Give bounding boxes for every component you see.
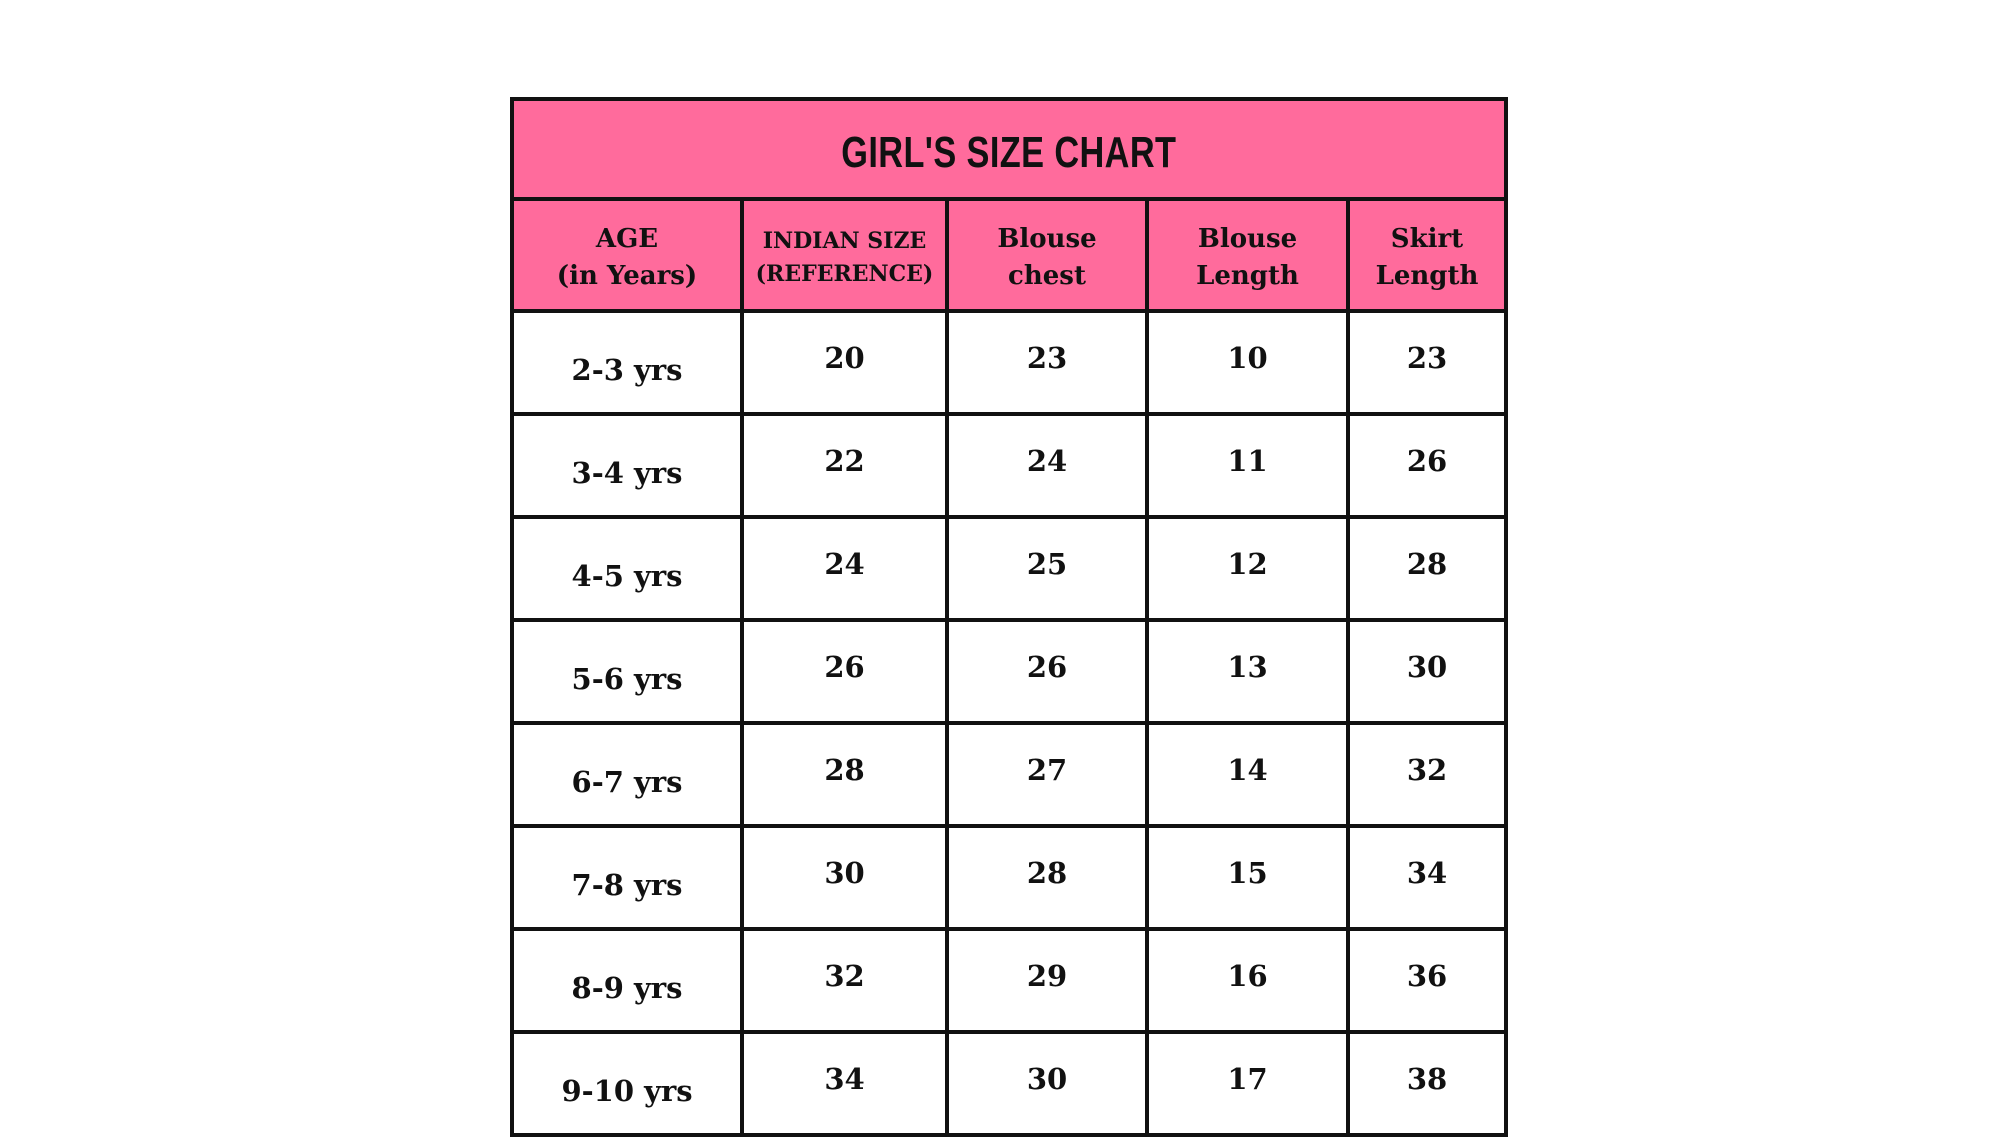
- header-label-line1: Blouse: [1197, 224, 1298, 254]
- size-chart: [510, 97, 1508, 1137]
- blouse-chest-cell: 23: [947, 311, 1147, 414]
- blouse-chest-cell: 25: [947, 517, 1147, 620]
- blouse-length-cell: 11: [1147, 414, 1348, 517]
- skirt-length-cell: 32: [1348, 723, 1504, 826]
- blouse-chest-cell: 28: [947, 826, 1147, 929]
- header-label-line2: chest: [1008, 261, 1086, 291]
- table-row: [514, 620, 1504, 723]
- blouse-length-cell: 13: [1147, 620, 1348, 723]
- header-label-line1: AGE: [595, 224, 659, 254]
- header-label-line2: Length: [1196, 261, 1299, 291]
- table-row: [514, 723, 1504, 826]
- skirt-length-cell: 23: [1348, 311, 1504, 414]
- chart-title: GIRL'S SIZE CHART: [841, 128, 1177, 177]
- header-label-line2: Length: [1375, 261, 1479, 291]
- indian-size-cell: 22: [742, 414, 947, 517]
- indian-size-cell: 28: [742, 723, 947, 826]
- table-row: [514, 311, 1504, 414]
- header-label-line2: (in Years): [556, 261, 698, 291]
- header-label-line1: Blouse: [997, 224, 1097, 254]
- table-row: [514, 826, 1504, 929]
- blouse-length-cell: 17: [1147, 1032, 1348, 1133]
- header-skirt-length: [1348, 201, 1504, 311]
- table-row: [514, 929, 1504, 1032]
- blouse-length-cell: 14: [1147, 723, 1348, 826]
- blouse-chest-cell: 29: [947, 929, 1147, 1032]
- indian-size-cell: 34: [742, 1032, 947, 1133]
- indian-size-cell: 26: [742, 620, 947, 723]
- table-row: [514, 1032, 1504, 1133]
- skirt-length-cell: 38: [1348, 1032, 1504, 1133]
- skirt-length-cell: 36: [1348, 929, 1504, 1032]
- indian-size-cell: 32: [742, 929, 947, 1032]
- age-cell: 7-8 yrs: [514, 826, 742, 929]
- header-blouse-chest: [947, 201, 1147, 311]
- header-row: [514, 201, 1504, 311]
- table-row: [514, 414, 1504, 517]
- age-cell: 9-10 yrs: [514, 1032, 742, 1133]
- age-cell: 6-7 yrs: [514, 723, 742, 826]
- age-cell: 2-3 yrs: [514, 311, 742, 414]
- blouse-chest-cell: 30: [947, 1032, 1147, 1133]
- blouse-chest-cell: 27: [947, 723, 1147, 826]
- blouse-chest-cell: 24: [947, 414, 1147, 517]
- age-cell: 4-5 yrs: [514, 517, 742, 620]
- blouse-chest-cell: 26: [947, 620, 1147, 723]
- header-blouse-length: [1147, 201, 1348, 311]
- age-cell: 3-4 yrs: [514, 414, 742, 517]
- header-label-line1: Skirt: [1390, 224, 1464, 254]
- indian-size-cell: 30: [742, 826, 947, 929]
- size-table: [514, 201, 1504, 1133]
- blouse-length-cell: 16: [1147, 929, 1348, 1032]
- indian-size-cell: 24: [742, 517, 947, 620]
- table-row: [514, 517, 1504, 620]
- skirt-length-cell: 30: [1348, 620, 1504, 723]
- header-age: [514, 201, 742, 311]
- blouse-length-cell: 12: [1147, 517, 1348, 620]
- blouse-length-cell: 10: [1147, 311, 1348, 414]
- skirt-length-cell: 26: [1348, 414, 1504, 517]
- blouse-length-cell: 15: [1147, 826, 1348, 929]
- header-label-line1: INDIAN SIZE: [762, 228, 927, 254]
- age-cell: 5-6 yrs: [514, 620, 742, 723]
- indian-size-cell: 20: [742, 311, 947, 414]
- header-indian-size: [742, 201, 947, 311]
- header-label-line2: (REFERENCE): [755, 261, 934, 287]
- skirt-length-cell: 28: [1348, 517, 1504, 620]
- age-cell: 8-9 yrs: [514, 929, 742, 1032]
- skirt-length-cell: 34: [1348, 826, 1504, 929]
- title-bar: [514, 101, 1504, 201]
